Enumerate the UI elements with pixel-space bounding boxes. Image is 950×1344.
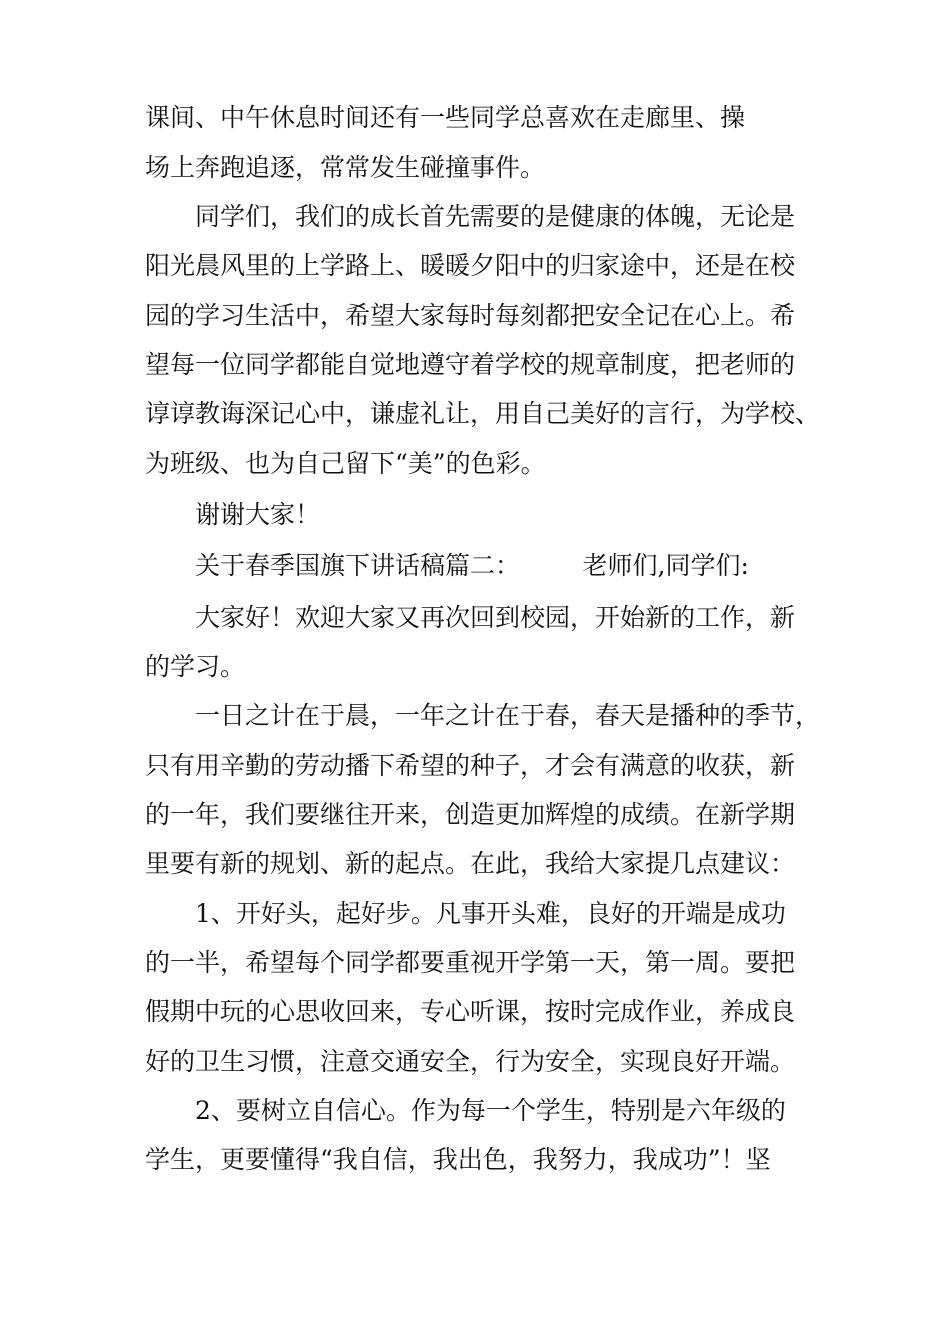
text-line: 好的卫生习惯，注意交通安全，行为安全，实现良好开端。 xyxy=(145,1047,796,1076)
text-line: 场上奔跑追逐，常常发生碰撞事件。 xyxy=(145,153,546,182)
section-heading-line: 关于春季国旗下讲话稿篇二： 老师们,同学们: xyxy=(195,551,749,580)
text-line: 望每一位同学都能自觉地遵守着学校的规章制度，把老师的 xyxy=(145,350,796,379)
paragraph-start-line: 大家好！欢迎大家又再次回到校园，开始新的工作，新 xyxy=(195,603,796,632)
text-line: 园的学习生活中，希望大家每时每刻都把安全记在心上。希 xyxy=(145,301,796,330)
text-line: 里要有新的规划、新的起点。在此，我给大家提几点建议： xyxy=(145,849,796,878)
text-line: 假期中玩的心思收回来，专心听课，按时完成作业，养成良 xyxy=(145,997,796,1026)
text-line: 学生，更要懂得“我自信，我出色，我努力，我成功”！坚 xyxy=(145,1145,771,1174)
text-line: 谆谆教诲深记心中，谦虚礼让，用自己美好的言行，为学校、 xyxy=(145,399,821,428)
paragraph-start-line: 谢谢大家！ xyxy=(195,500,321,529)
text-line: 只有用辛勤的劳动播下希望的种子，才会有满意的收获，新 xyxy=(145,751,796,780)
text-line: 的一年，我们要继往开来，创造更加辉煌的成绩。在新学期 xyxy=(145,800,796,829)
text-line: 阳光晨风里的上学路上、暖暖夕阳中的归家途中，还是在校 xyxy=(145,251,796,280)
text-line: 课间、中午休息时间还有一些同学总喜欢在走廊里、操 xyxy=(145,103,746,132)
paragraph-start-line: 一日之计在于晨，一年之计在于春，春天是播种的季节， xyxy=(195,701,821,730)
text-line: 的一半，希望每个同学都要重视开学第一天，第一周。要把 xyxy=(145,948,796,977)
paragraph-start-line: 1、开好头，起好步。凡事开头难，良好的开端是成功 xyxy=(195,899,786,928)
paragraph-start-line: 同学们，我们的成长首先需要的是健康的体魄，无论是 xyxy=(195,202,796,231)
text-line: 为班级、也为自己留下“美”的色彩。 xyxy=(145,449,546,478)
paragraph-start-line: 2、要树立自信心。作为每一个学生，特别是六年级的 xyxy=(195,1096,786,1125)
text-line: 的学习。 xyxy=(145,652,246,681)
